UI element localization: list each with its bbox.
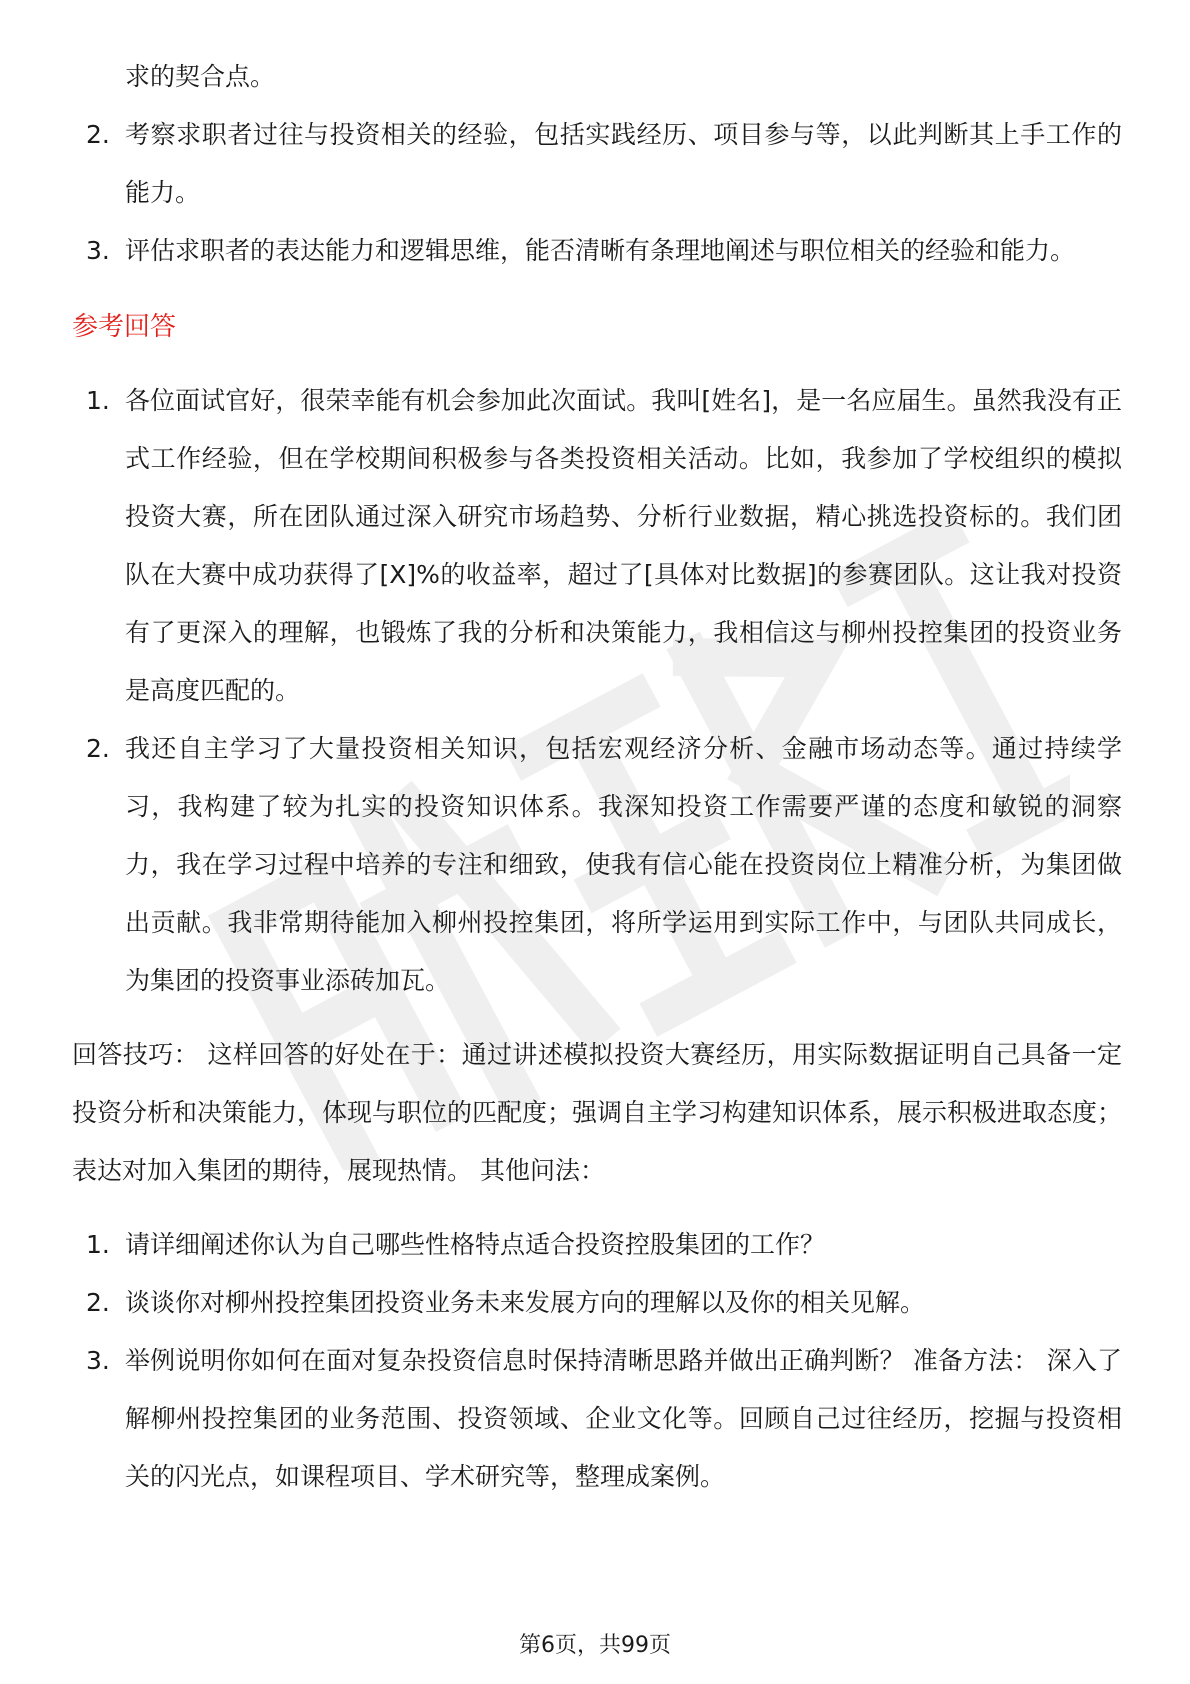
- list-text: 举例说明你如何在面对复杂投资信息时保持清晰思路并做出正确判断？ 准备方法： 深入了解柳州投控集团的业务范围、投资领域、企业文化等。回顾自己过往经历，挖掘与投资相关的闪光点，如课程项目、学术研究等，整理成案例。: [125, 1346, 1122, 1491]
- list-item: [72, 1332, 1122, 1506]
- page-footer: 第6页，共99页: [519, 1633, 671, 1658]
- list-number: 3.: [86, 236, 110, 265]
- answer-tips-paragraph: 回答技巧： 这样回答的好处在于：通过讲述模拟投资大赛经历，用实际数据证明自己具备一定投资分析和决策能力，体现与职位的匹配度；强调自主学习构建知识体系，展示积极进取态度；表达对加入集团的期待，展现热情。 其他问法：: [72, 1040, 1123, 1185]
- list-text: 谈谈你对柳州投控集团投资业务未来发展方向的理解以及你的相关见解。: [125, 1288, 926, 1317]
- list-number: 3.: [86, 1346, 110, 1375]
- list-text: 考察求职者过往与投资相关的经验，包括实践经历、项目参与等，以此判断其上手工作的能力。: [125, 120, 1122, 207]
- list-number: 2.: [86, 120, 110, 149]
- list-item: [72, 222, 1122, 280]
- other-questions-list: [72, 1216, 1122, 1506]
- answer-list: [72, 372, 1122, 1010]
- list-item: [72, 106, 1122, 222]
- list-item: [72, 372, 1122, 720]
- assessment-list: [72, 106, 1122, 280]
- list-number: 2.: [86, 734, 110, 763]
- document-body: [72, 48, 1122, 1506]
- list-number: 1.: [86, 1230, 110, 1259]
- list-text: 请详细阐述你认为自己哪些性格特点适合投资控股集团的工作？: [125, 1230, 826, 1259]
- continued-line: 求的契合点。: [125, 62, 276, 91]
- list-text: 各位面试官好，很荣幸能有机会参加此次面试。我叫[姓名]，是一名应届生。虽然我没有正式工作经验，但在学校期间积极参与各类投资相关活动。比如，我参加了学校组织的模拟投资大赛，所在团队通过深入研究市场趋势、分析行业数据，精心挑选投资标的。我们团队在大赛中成功获得了[X]%的收益率，超过了[具体对比数据]的参赛团队。这让我对投资有了更深入的理解，也锻炼了我的分析和决策能力，我相信这与柳州投控集团的投资业务是高度匹配的。: [125, 386, 1122, 705]
- list-item: [72, 1274, 1122, 1332]
- list-item: [72, 720, 1122, 1010]
- list-text: 评估求职者的表达能力和逻辑思维，能否清晰有条理地阐述与职位相关的经验和能力。: [125, 236, 1076, 265]
- list-number: 1.: [86, 386, 110, 415]
- list-text: 我还自主学习了大量投资相关知识，包括宏观经济分析、金融市场动态等。通过持续学习，我构建了较为扎实的投资知识体系。我深知投资工作需要严谨的态度和敏锐的洞察力，我在学习过程中培养的专注和细致，使我有信心能在投资岗位上精准分析，为集团做出贡献。我非常期待能加入柳州投控集团，将所学运用到实际工作中，与团队共同成长，为集团的投资事业添砖加瓦。: [125, 734, 1122, 995]
- list-number: 2.: [86, 1288, 110, 1317]
- list-item: [72, 1216, 1122, 1274]
- section-heading-reference-answer: 参考回答: [72, 312, 177, 342]
